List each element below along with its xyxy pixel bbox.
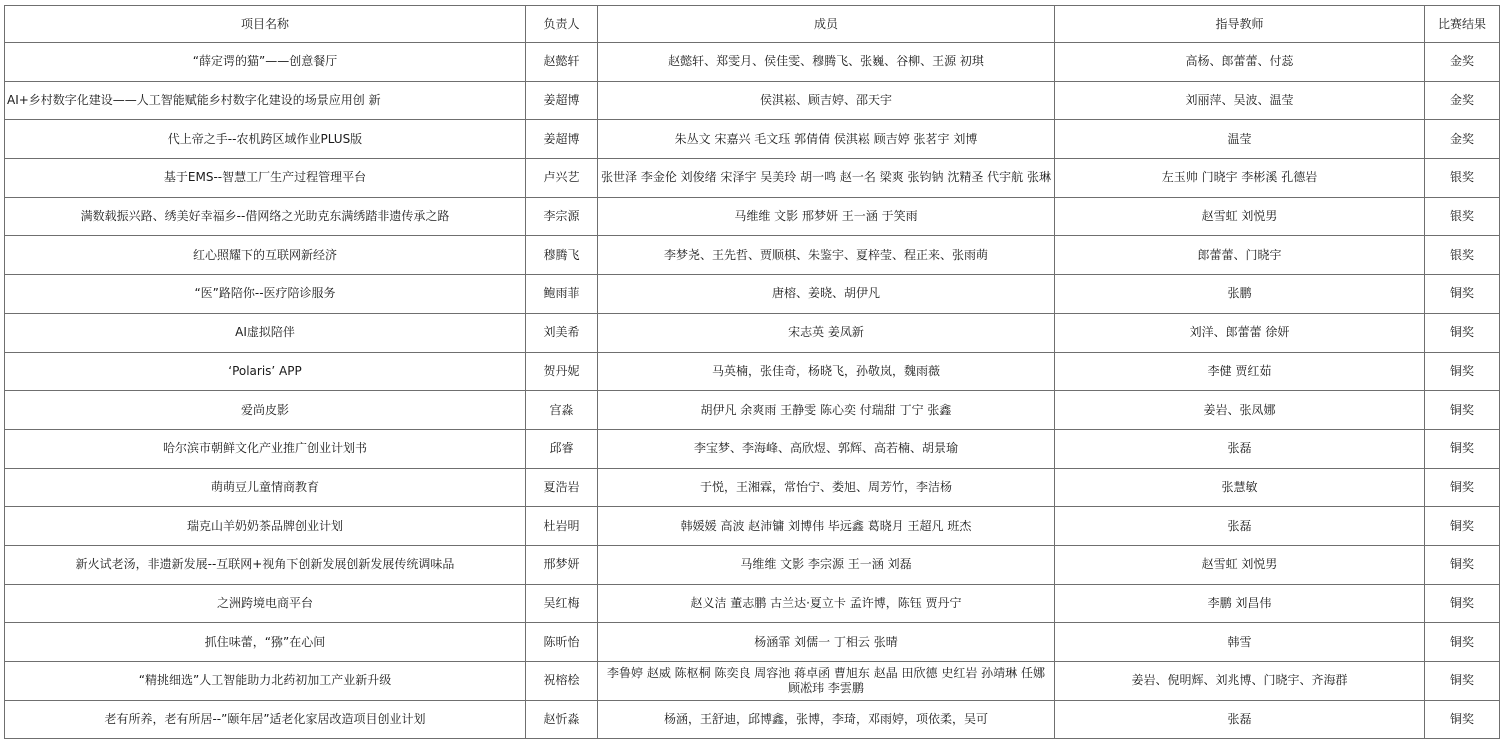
cell-advisors: 姜岩、张凤娜: [1055, 391, 1425, 430]
cell-advisors: 张磊: [1055, 429, 1425, 468]
cell-members: 马维维 文影 李宗源 王一涵 刘磊: [598, 545, 1055, 584]
table-body: [5, 43, 1500, 739]
table-row: [5, 352, 1500, 391]
cell-advisors: 张磊: [1055, 507, 1425, 546]
cell-project: 萌萌豆儿童情商教育: [5, 468, 526, 507]
table-row: [5, 81, 1500, 120]
cell-result: 银奖: [1425, 197, 1500, 236]
cell-project: 代上帝之手--农机跨区域作业PLUS版: [5, 120, 526, 159]
table-row: [5, 313, 1500, 352]
cell-members: 李梦尧、王先哲、贾顺棋、朱鉴宇、夏梓莹、程正来、张雨萌: [598, 236, 1055, 275]
cell-result: 铜奖: [1425, 623, 1500, 662]
header-project: 项目名称: [5, 6, 526, 43]
cell-project: 红心照耀下的互联网新经济: [5, 236, 526, 275]
cell-advisors: 李鹏 刘昌伟: [1055, 584, 1425, 623]
cell-advisors: 张慧敏: [1055, 468, 1425, 507]
cell-members: 张世泽 李金伦 刘俊绪 宋泽宇 吴美玲 胡一鸣 赵一名 梁爽 张钧钠 沈精圣 代宇航 张琳: [598, 159, 1055, 198]
cell-result: 铜奖: [1425, 545, 1500, 584]
cell-project: AI虚拟陪伴: [5, 313, 526, 352]
header-members: 成员: [598, 6, 1055, 43]
table-row: [5, 623, 1500, 662]
table-row: [5, 584, 1500, 623]
cell-advisors: 高杨、郎蕾蕾、付蕊: [1055, 43, 1425, 82]
header-row: [5, 6, 1500, 43]
table-row: [5, 429, 1500, 468]
cell-leader: 陈昕怡: [526, 623, 598, 662]
cell-leader: 夏浩岩: [526, 468, 598, 507]
cell-leader: 刘美希: [526, 313, 598, 352]
cell-members: 侯淇崧、顾吉婷、邵天宇: [598, 81, 1055, 120]
cell-project: ‘Polaris’ APP: [5, 352, 526, 391]
cell-result: 铜奖: [1425, 391, 1500, 430]
cell-members: 马英楠，张佳奇，杨晓飞，孙敬岚，魏雨薇: [598, 352, 1055, 391]
cell-advisors: 左玉帅 门晓宇 李彬溪 孔德岩: [1055, 159, 1425, 198]
cell-project: AI+乡村数字化建设——人工智能赋能乡村数字化建设的场景应用创 新: [5, 81, 526, 120]
cell-leader: 邱睿: [526, 429, 598, 468]
cell-result: 银奖: [1425, 236, 1500, 275]
cell-leader: 李宗源: [526, 197, 598, 236]
cell-result: 铜奖: [1425, 700, 1500, 739]
cell-members: 马维维 文影 邢梦妍 王一涵 于笑雨: [598, 197, 1055, 236]
cell-result: 铜奖: [1425, 352, 1500, 391]
table-row: [5, 662, 1500, 701]
header-result: 比赛结果: [1425, 6, 1500, 43]
cell-advisors: 赵雪虹 刘悦男: [1055, 545, 1425, 584]
cell-result: 铜奖: [1425, 662, 1500, 701]
cell-leader: 赵懿轩: [526, 43, 598, 82]
header-advisors: 指导教师: [1055, 6, 1425, 43]
cell-members: 李鲁婷 赵威 陈枢桐 陈奕良 周容池 蒋卓函 曹旭东 赵晶 田欣德 史红岩 孙靖琳 任娜 顾凇玮 李雲鹏: [598, 662, 1055, 701]
cell-leader: 赵忻淼: [526, 700, 598, 739]
table-row: [5, 545, 1500, 584]
table-row: [5, 275, 1500, 314]
cell-project: “薛定谔的猫”——创意餐厅: [5, 43, 526, 82]
table-row: [5, 120, 1500, 159]
cell-result: 铜奖: [1425, 275, 1500, 314]
cell-project: “医”路陪你--医疗陪诊服务: [5, 275, 526, 314]
cell-project: “精挑细选”人工智能助力北药初加工产业新升级: [5, 662, 526, 701]
table-row: [5, 507, 1500, 546]
cell-members: 于悦，王湘霖，常怡宁、娄旭、周芳竹，李洁杨: [598, 468, 1055, 507]
cell-members: 杨涵，王舒迪，邱博鑫，张博，李琦，邓雨婷，项依柔，吴可: [598, 700, 1055, 739]
cell-leader: 姜超博: [526, 81, 598, 120]
cell-project: 基于EMS--智慧工厂生产过程管理平台: [5, 159, 526, 198]
cell-members: 胡伊凡 余爽雨 王静雯 陈心奕 付瑞甜 丁宁 张鑫: [598, 391, 1055, 430]
cell-advisors: 郎蕾蕾、门晓宇: [1055, 236, 1425, 275]
cell-leader: 宫淼: [526, 391, 598, 430]
cell-leader: 卢兴艺: [526, 159, 598, 198]
cell-leader: 姜超博: [526, 120, 598, 159]
cell-leader: 邢梦妍: [526, 545, 598, 584]
cell-result: 金奖: [1425, 120, 1500, 159]
cell-result: 铜奖: [1425, 468, 1500, 507]
table-row: [5, 43, 1500, 82]
cell-advisors: 刘洋、郎蕾蕾 徐妍: [1055, 313, 1425, 352]
cell-result: 银奖: [1425, 159, 1500, 198]
table-row: [5, 159, 1500, 198]
cell-leader: 鲍雨菲: [526, 275, 598, 314]
cell-members: 杨涵霏 刘儒一 丁相云 张晴: [598, 623, 1055, 662]
table-row: [5, 468, 1500, 507]
cell-project: 爱尚皮影: [5, 391, 526, 430]
cell-result: 铜奖: [1425, 507, 1500, 546]
header-leader: 负责人: [526, 6, 598, 43]
cell-project: 瑞克山羊奶奶茶品牌创业计划: [5, 507, 526, 546]
cell-project: 抓住味蕾，“猕”在心间: [5, 623, 526, 662]
table-row: [5, 391, 1500, 430]
cell-members: 宋志英 姜凤新: [598, 313, 1055, 352]
cell-members: 赵义洁 董志鹏 古兰达·夏立卡 孟许博，陈钰 贾丹宁: [598, 584, 1055, 623]
cell-project: 哈尔滨市朝鲜文化产业推广创业计划书: [5, 429, 526, 468]
table-row: [5, 700, 1500, 739]
cell-members: 韩媛媛 高波 赵沛镛 刘博伟 毕远鑫 葛晓月 王超凡 班杰: [598, 507, 1055, 546]
cell-members: 赵懿轩、郑雯月、侯佳雯、穆腾飞、张巍、谷柳、王源 初琪: [598, 43, 1055, 82]
cell-result: 金奖: [1425, 81, 1500, 120]
table-row: [5, 197, 1500, 236]
cell-project: 新火试老汤，非遗新发展--互联网+视角下创新发展创新发展传统调味品: [5, 545, 526, 584]
cell-advisors: 韩雪: [1055, 623, 1425, 662]
cell-advisors: 张鹏: [1055, 275, 1425, 314]
awards-table: [4, 5, 1500, 739]
cell-advisors: 李健 贾红茹: [1055, 352, 1425, 391]
cell-result: 铜奖: [1425, 584, 1500, 623]
cell-advisors: 赵雪虹 刘悦男: [1055, 197, 1425, 236]
cell-leader: 穆腾飞: [526, 236, 598, 275]
cell-advisors: 张磊: [1055, 700, 1425, 739]
cell-result: 铜奖: [1425, 313, 1500, 352]
cell-members: 唐榕、姜晓、胡伊凡: [598, 275, 1055, 314]
cell-leader: 杜岩明: [526, 507, 598, 546]
cell-members: 朱丛文 宋嘉兴 毛文珏 郭倩倩 侯淇崧 顾吉婷 张茗宇 刘博: [598, 120, 1055, 159]
cell-advisors: 刘丽萍、吴波、温莹: [1055, 81, 1425, 120]
cell-project: 满数载振兴路、绣美好幸福乡--借网络之光助克东满绣踏非遗传承之路: [5, 197, 526, 236]
cell-members: 李宝梦、李海峰、高欣煜、郭辉、高若楠、胡景瑜: [598, 429, 1055, 468]
cell-project: 老有所养，老有所居--”颐年居”适老化家居改造项目创业计划: [5, 700, 526, 739]
table-row: [5, 236, 1500, 275]
cell-result: 铜奖: [1425, 429, 1500, 468]
cell-leader: 贺丹妮: [526, 352, 598, 391]
cell-project: 之洲跨境电商平台: [5, 584, 526, 623]
cell-result: 金奖: [1425, 43, 1500, 82]
cell-leader: 吴红梅: [526, 584, 598, 623]
cell-advisors: 姜岩、倪明辉、刘兆博、门晓宇、齐海群: [1055, 662, 1425, 701]
cell-advisors: 温莹: [1055, 120, 1425, 159]
cell-leader: 祝榕桧: [526, 662, 598, 701]
